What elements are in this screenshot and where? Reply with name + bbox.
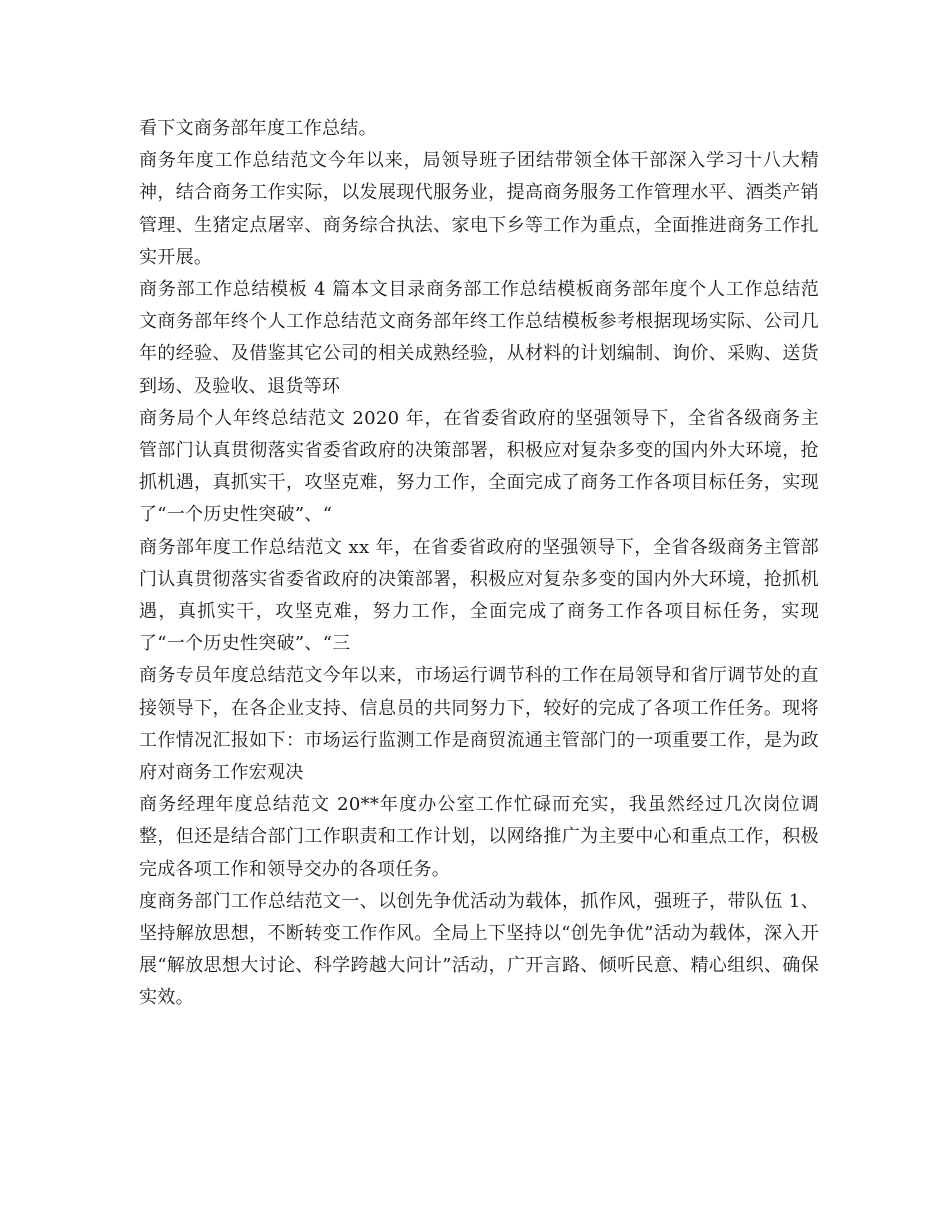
paragraph-bureau-2020: 商务局个人年终总结范文 2020 年，在省委省政府的坚强领导下，全省各级商务主管部门认真贯彻落实省委省政府的决策部署，积极应对复杂多变的国内外大环境，抢抓机遇，真抓实干，攻坚克难，努力工作，全面完成了商务工作各项目标任务，实现了“一个历史性突破”、“ xyxy=(139,407,819,526)
document-body xyxy=(139,113,819,1015)
paragraph-ministry-xx: 商务部年度工作总结范文 xx 年，在省委省政府的坚强领导下，全省各级商务主管部门认真贯彻落实省委省政府的决策部署，积极应对复杂多变的国内外大环境，抢抓机遇，真抓实干，攻坚克难，努力工作，全面完成了商务工作各项目标任务，实现了“一个历史性突破”、“三 xyxy=(139,536,819,655)
paragraph-manager: 商务经理年度总结范文 20**年度办公室工作忙碌而充实，我虽然经过几次岗位调整，但还是结合部门工作职责和工作计划，以网络推广为主要中心和重点工作，积极完成各项工作和领导交办的各项任务。 xyxy=(139,794,819,880)
paragraph-template-list: 商务部工作总结模板 4 篇本文目录商务部工作总结模板商务部年度个人工作总结范文商务部年终个人工作总结范文商务部年终工作总结模板参考根据现场实际、公司几年的经验、及借鉴其它公司的相关成熟经验，从材料的计划编制、询价、采购、送货到场、及验收、退货等环 xyxy=(139,279,819,397)
paragraph-department: 度商务部门工作总结范文一、以创先争优活动为载体，抓作风，强班子，带队伍 1、坚持解放思想，不断转变工作作风。全局上下坚持以“创先争优”活动为载体，深入开展“解放思想大讨论、科学跨越大问计”活动，广开言路、倾听民意、精心组织、确保实效。 xyxy=(139,890,819,1009)
paragraph-annual-summary: 商务年度工作总结范文今年以来，局领导班子团结带领全体干部深入学习十八大精神，结合商务工作实际，以发展现代服务业，提高商务服务工作管理水平、酒类产销管理、生猪定点屠宰、商务综合执法、家电下乡等工作为重点，全面推进商务工作扎实开展。 xyxy=(139,150,819,268)
paragraph-intro: 看下文商务部年度工作总结。 xyxy=(139,118,377,139)
paragraph-commissioner: 商务专员年度总结范文今年以来，市场运行调节科的工作在局领导和省厅调节处的直接领导下，在各企业支持、信息员的共同努力下，较好的完成了各项工作任务。现将工作情况汇报如下：市场运行监测工作是商贸流通主管部门的一项重要工作，是为政府对商务工作宏观决 xyxy=(139,665,819,784)
